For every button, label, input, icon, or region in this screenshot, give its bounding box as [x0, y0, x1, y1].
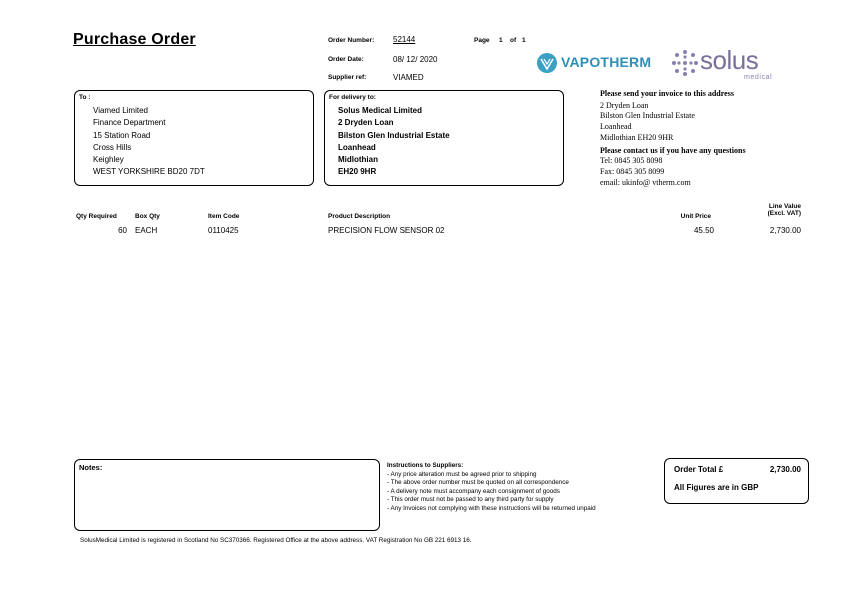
invoice-address-line: 2 Dryden Loan: [600, 100, 649, 110]
cell-item-code: 0110425: [208, 226, 239, 235]
delivery-line: Loanhead: [338, 142, 376, 152]
to-line: Cross Hills: [93, 142, 132, 152]
company-registration-footer: SolusMedical Limited is registered in Scotland No SC370366. Registered Office at the above address. VAT Registration No GB 221 6913 16.: [80, 537, 472, 544]
solus-logo-text: solus: [700, 45, 759, 75]
order-date-label: Order Date:: [328, 56, 364, 63]
page-total: 1: [522, 37, 526, 44]
col-header-box-qty: Box Qty: [135, 213, 160, 220]
supplier-ref: VIAMED: [393, 73, 424, 82]
page-label: Page: [474, 37, 490, 44]
invoice-address-line: Loanhead: [600, 122, 632, 132]
vapotherm-logo-icon: [536, 52, 558, 74]
instruction-item: - The above order number must be quoted on all correspondence: [387, 479, 569, 487]
col-header-item-code: Item Code: [208, 213, 240, 220]
delivery-label: For delivery to:: [329, 94, 376, 101]
page-current: 1: [499, 37, 503, 44]
invoice-address-line: Bilston Glen Industrial Estate: [600, 111, 695, 121]
order-number: 52144: [393, 35, 416, 44]
instruction-item: - This order must not be passed to any third party for supply: [387, 496, 554, 504]
delivery-line: Midlothian: [338, 155, 378, 165]
supplier-ref-label: Supplier ref:: [328, 74, 367, 81]
notes-label: Notes:: [79, 463, 103, 472]
col-header-line-value: Line Value (Excl. VAT): [767, 203, 801, 217]
delivery-line: Solus Medical Limited: [338, 106, 423, 115]
order-number-label: Order Number:: [328, 37, 375, 44]
delivery-line: EH20 9HR: [338, 167, 377, 177]
delivery-address-box: [324, 90, 564, 186]
delivery-line: Bilston Glen Industrial Estate: [338, 130, 450, 140]
delivery-address: [338, 105, 450, 179]
contact-line: email: ukinfo@ vtherm.com: [600, 177, 691, 187]
contact-line: Fax: 0845 305 8099: [600, 166, 665, 176]
solus-logo-icon: [670, 48, 700, 78]
order-date: 08/ 12/ 2020: [393, 55, 438, 64]
order-total-value: 2,730.00: [769, 465, 801, 474]
invoice-heading: Please send your invoice to this address: [600, 89, 734, 98]
supplier-instructions: [387, 462, 596, 514]
col-header-qty: Qty Required: [76, 213, 117, 220]
vapotherm-logo-text: VAPOTHERM: [561, 54, 652, 70]
contact-line: Tel: 0845 305 8098: [600, 156, 663, 166]
page-title: Purchase Order: [73, 31, 196, 48]
delivery-line: 2 Dryden Loan: [338, 118, 394, 128]
to-label: To :: [79, 94, 91, 101]
col-header-unit-price: Unit Price: [680, 213, 711, 220]
contact-heading: Please contact us if you have any questions: [600, 145, 746, 155]
to-line: 15 Station Road: [93, 130, 151, 140]
to-address: [93, 105, 205, 179]
page-of: of: [510, 37, 517, 44]
instructions-heading: Instructions to Suppliers:: [387, 462, 464, 469]
cell-description: PRECISION FLOW SENSOR 02: [328, 226, 445, 235]
instruction-item: - Any price alteration must be agreed prior to shipping: [387, 470, 537, 478]
col-header-description: Product Description: [328, 213, 391, 220]
cell-line-value: 2,730.00: [769, 226, 801, 235]
instruction-item: - Any Invoices not complying with these instructions will be returned unpaid: [387, 504, 596, 512]
to-line: WEST YORKSHIRE BD20 7DT: [93, 167, 205, 177]
currency-note: All Figures are in GBP: [674, 483, 759, 492]
cell-box-qty: EACH: [135, 226, 158, 235]
order-total-label: Order Total £: [674, 465, 724, 474]
to-line: Viamed Limited: [93, 106, 148, 115]
instruction-item: - A delivery note must accompany each consignment of goods: [387, 487, 560, 495]
order-total-box: [664, 458, 809, 504]
invoice-block: [600, 89, 746, 188]
to-line: Keighley: [93, 155, 124, 165]
invoice-address-line: Midlothian EH20 9HR: [600, 132, 674, 142]
to-address-box: [74, 90, 314, 186]
cell-unit-price: 45.50: [693, 226, 714, 235]
cell-qty: 60: [118, 226, 127, 235]
to-line: Finance Department: [93, 118, 166, 128]
notes-box: [74, 459, 380, 531]
solus-logo-subtext: medical: [744, 74, 773, 81]
